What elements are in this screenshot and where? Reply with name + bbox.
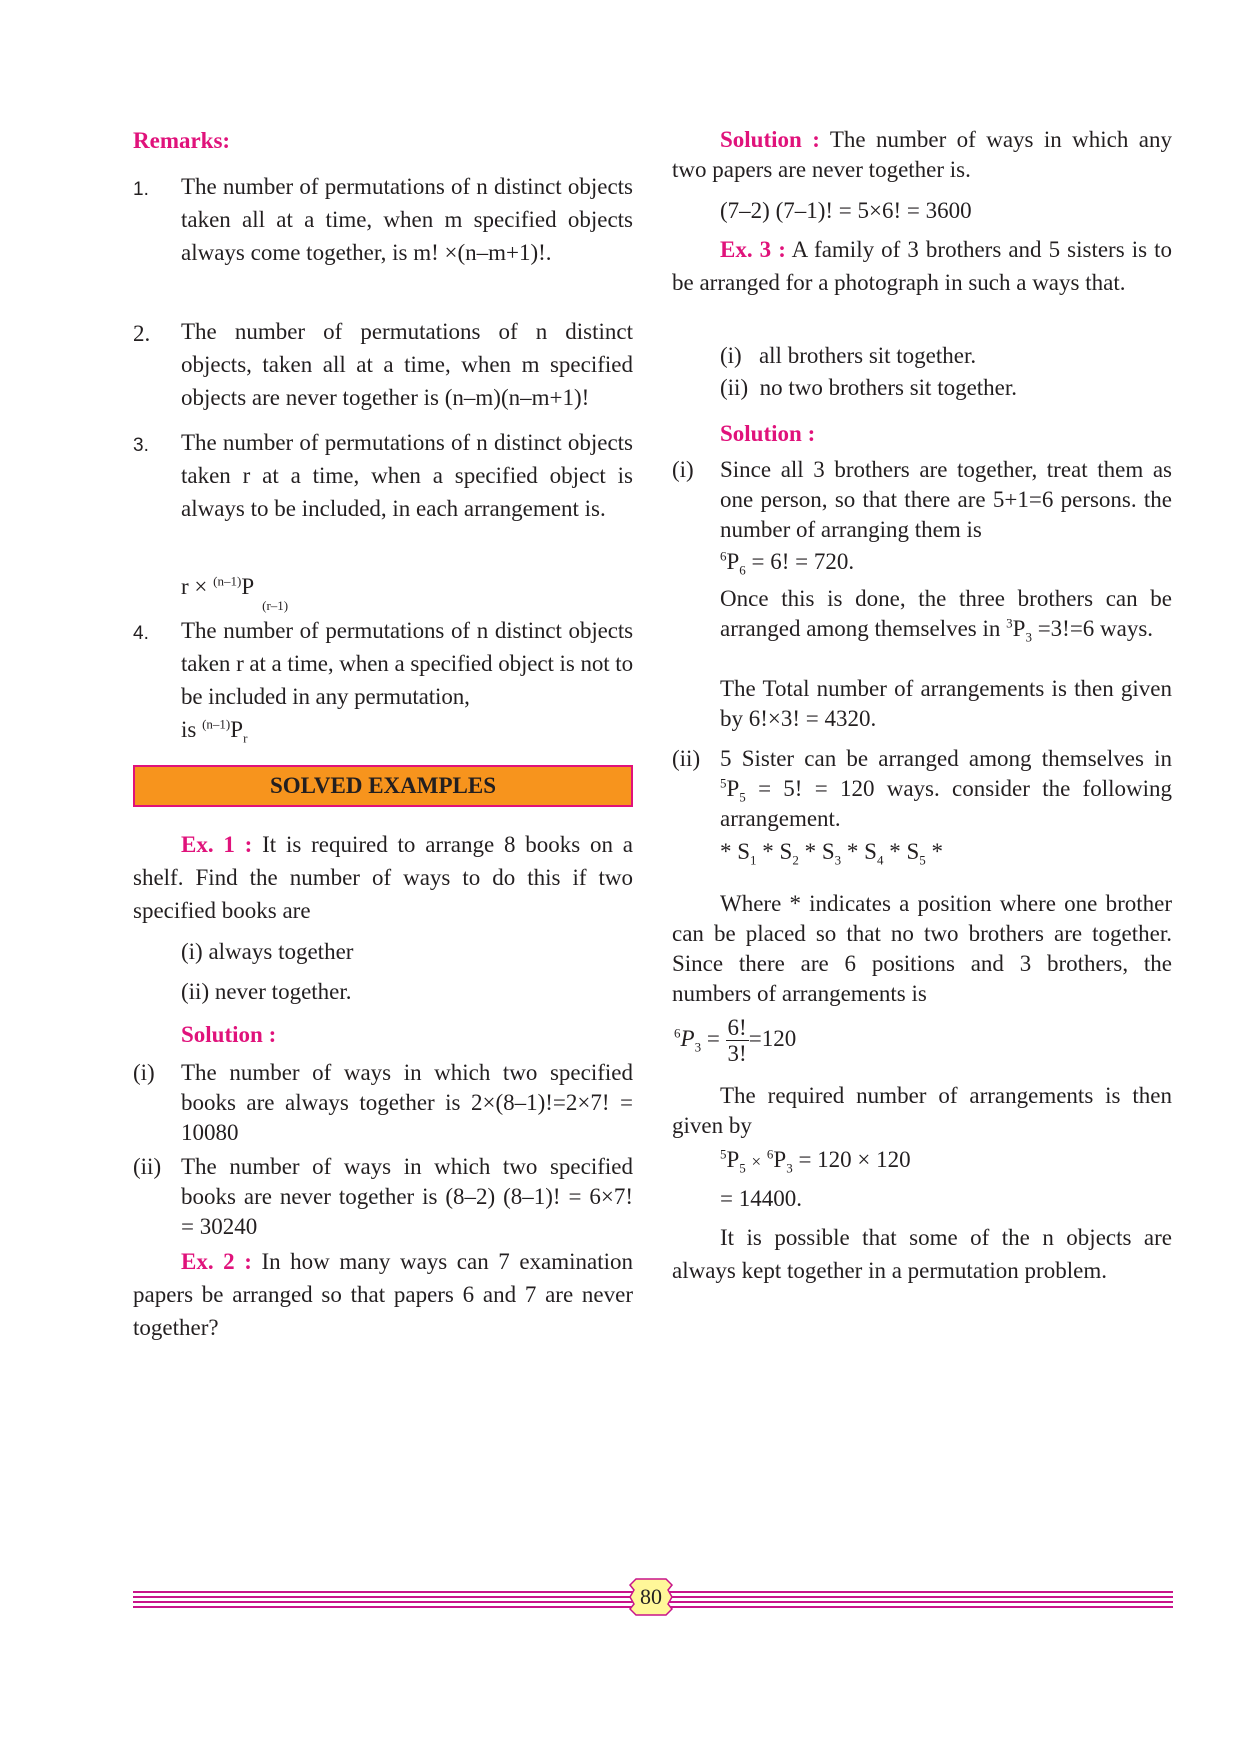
remark-text: The number of permutations of n distinct objects taken r at a time, when a specified object is not to be included in any permutation, xyxy=(181,618,633,710)
example-text: It is required to arrange 8 books on a shelf. Find the number of ways to do this if two specified books are xyxy=(133,832,634,924)
solution-3-once: Once this is done, the three brothers can be arranged among themselves in $^3P_3 =3!=6$ ways. xyxy=(720,586,1172,645)
solution-3-p6-formula: $^6P_6 = 6$! = 720. xyxy=(720,548,855,578)
example-3 xyxy=(672,233,1172,299)
product-formula: $^5P_5 \times ^6P_3 = 120 \times 120$ xyxy=(720,1146,911,1176)
solution-heading: Solution : xyxy=(720,421,816,446)
fraction: $\frac{6!}{3!}$ xyxy=(727,1015,747,1067)
product-result: = 14400. xyxy=(720,1186,802,1211)
remark-number: 4. xyxy=(133,623,149,644)
remark-1 xyxy=(133,170,633,269)
example-label: Ex. 2 : xyxy=(181,1249,252,1274)
remark-2 xyxy=(133,315,633,414)
solution-heading: Solution : xyxy=(181,1022,277,1047)
example-text: A family of 3 brothers and 5 sisters is to be arranged for a photograph in such a ways that. xyxy=(672,237,1172,296)
example-label: Ex. 3 : xyxy=(720,237,786,262)
example-3-part-i: (i) all brothers sit together. xyxy=(720,343,977,368)
remark-3-formula: $r \times ^{(n-1)}P_{(r-1)}$ xyxy=(181,573,289,613)
example-3-part-ii: (ii) no two brothers sit together. xyxy=(720,375,1018,400)
example-1-part-i: (i) always together xyxy=(181,939,354,964)
remarks-heading: Remarks: xyxy=(133,128,231,153)
remark-text: The number of permutations of n distinct objects taken all at a time, when m specified objects always come together, is m! ×(n–m+1)!. xyxy=(181,174,633,266)
remark-number: 2. xyxy=(133,321,151,346)
remark-4-formula: is $^{(n-1)}P_r$ xyxy=(181,716,248,746)
remark-text: The number of permutations of n distinct objects, taken all at a time, when m specified objects are never together is (n–m)(n–m+1)! xyxy=(181,319,633,411)
remark-number: 1. xyxy=(133,179,149,200)
solution-1-part-i: (i) The number of ways in which two specified books are always together is 2×(8–1)!=2×7! = 10080 xyxy=(133,1060,633,1145)
example-1 xyxy=(133,828,633,927)
example-1-part-ii: (ii) never together. xyxy=(181,979,352,1004)
solution-1-part-ii: (ii) The number of ways in which two specified books are never together is (8–2) (8–1)! = 6×7! = 30240 xyxy=(133,1154,633,1239)
remark-4 xyxy=(133,614,633,746)
remark-3 xyxy=(133,426,633,525)
page-number-badge xyxy=(628,1577,674,1617)
page-number: 80 xyxy=(640,1584,662,1609)
solution-3-total: The Total number of arrangements is then given by 6!×3! = 4320. xyxy=(720,676,1172,731)
solved-examples-banner: SOLVED EXAMPLES xyxy=(133,765,633,807)
solution-2-formula: (7–2) (7–1)! = 5×6! = 3600 xyxy=(720,198,972,223)
solution-2: Solution : The number of ways in which any two papers are never together is. xyxy=(672,127,1172,182)
remark-number: 3. xyxy=(133,435,149,456)
required-paragraph: The required number of arrangements is then given by xyxy=(672,1083,1172,1138)
example-label: Ex. 1 : xyxy=(181,832,253,857)
example-2 xyxy=(133,1245,633,1344)
where-paragraph: Where * indicates a position where one brother can be placed so that no two brothers are together. Since there are 6 positions and 3 brothers, the numbers of arrangements is xyxy=(672,891,1172,1006)
closing-paragraph: It is possible that some of the n objects are always kept together in a permutation problem. xyxy=(672,1225,1172,1284)
combination-formula: $^6P_3$ = $\frac{6!}{3!}$ =120 xyxy=(674,1015,797,1067)
example-text: In how many ways can 7 examination papers be arranged so that papers 6 and 7 are never together? xyxy=(133,1249,634,1341)
remark-text: The number of permutations of n distinct objects taken r at a time, when a specified object is always to be included, in each arrangement is. xyxy=(181,430,633,522)
solution-3-part-ii: (ii) 5 Sister can be arranged among themselves in $^5P_5 = 5$! = 120 ways. consider the following arrangement. xyxy=(672,746,1172,831)
arrangement-pattern: * $S_1 * S_2 * S_3 * S_4 * S_5$ * xyxy=(720,839,943,868)
solution-3-part-i: (i) Since all 3 brothers are together, treat them as one person, so that there are 5+1=6 persons. the number of arranging them is xyxy=(672,457,1172,542)
